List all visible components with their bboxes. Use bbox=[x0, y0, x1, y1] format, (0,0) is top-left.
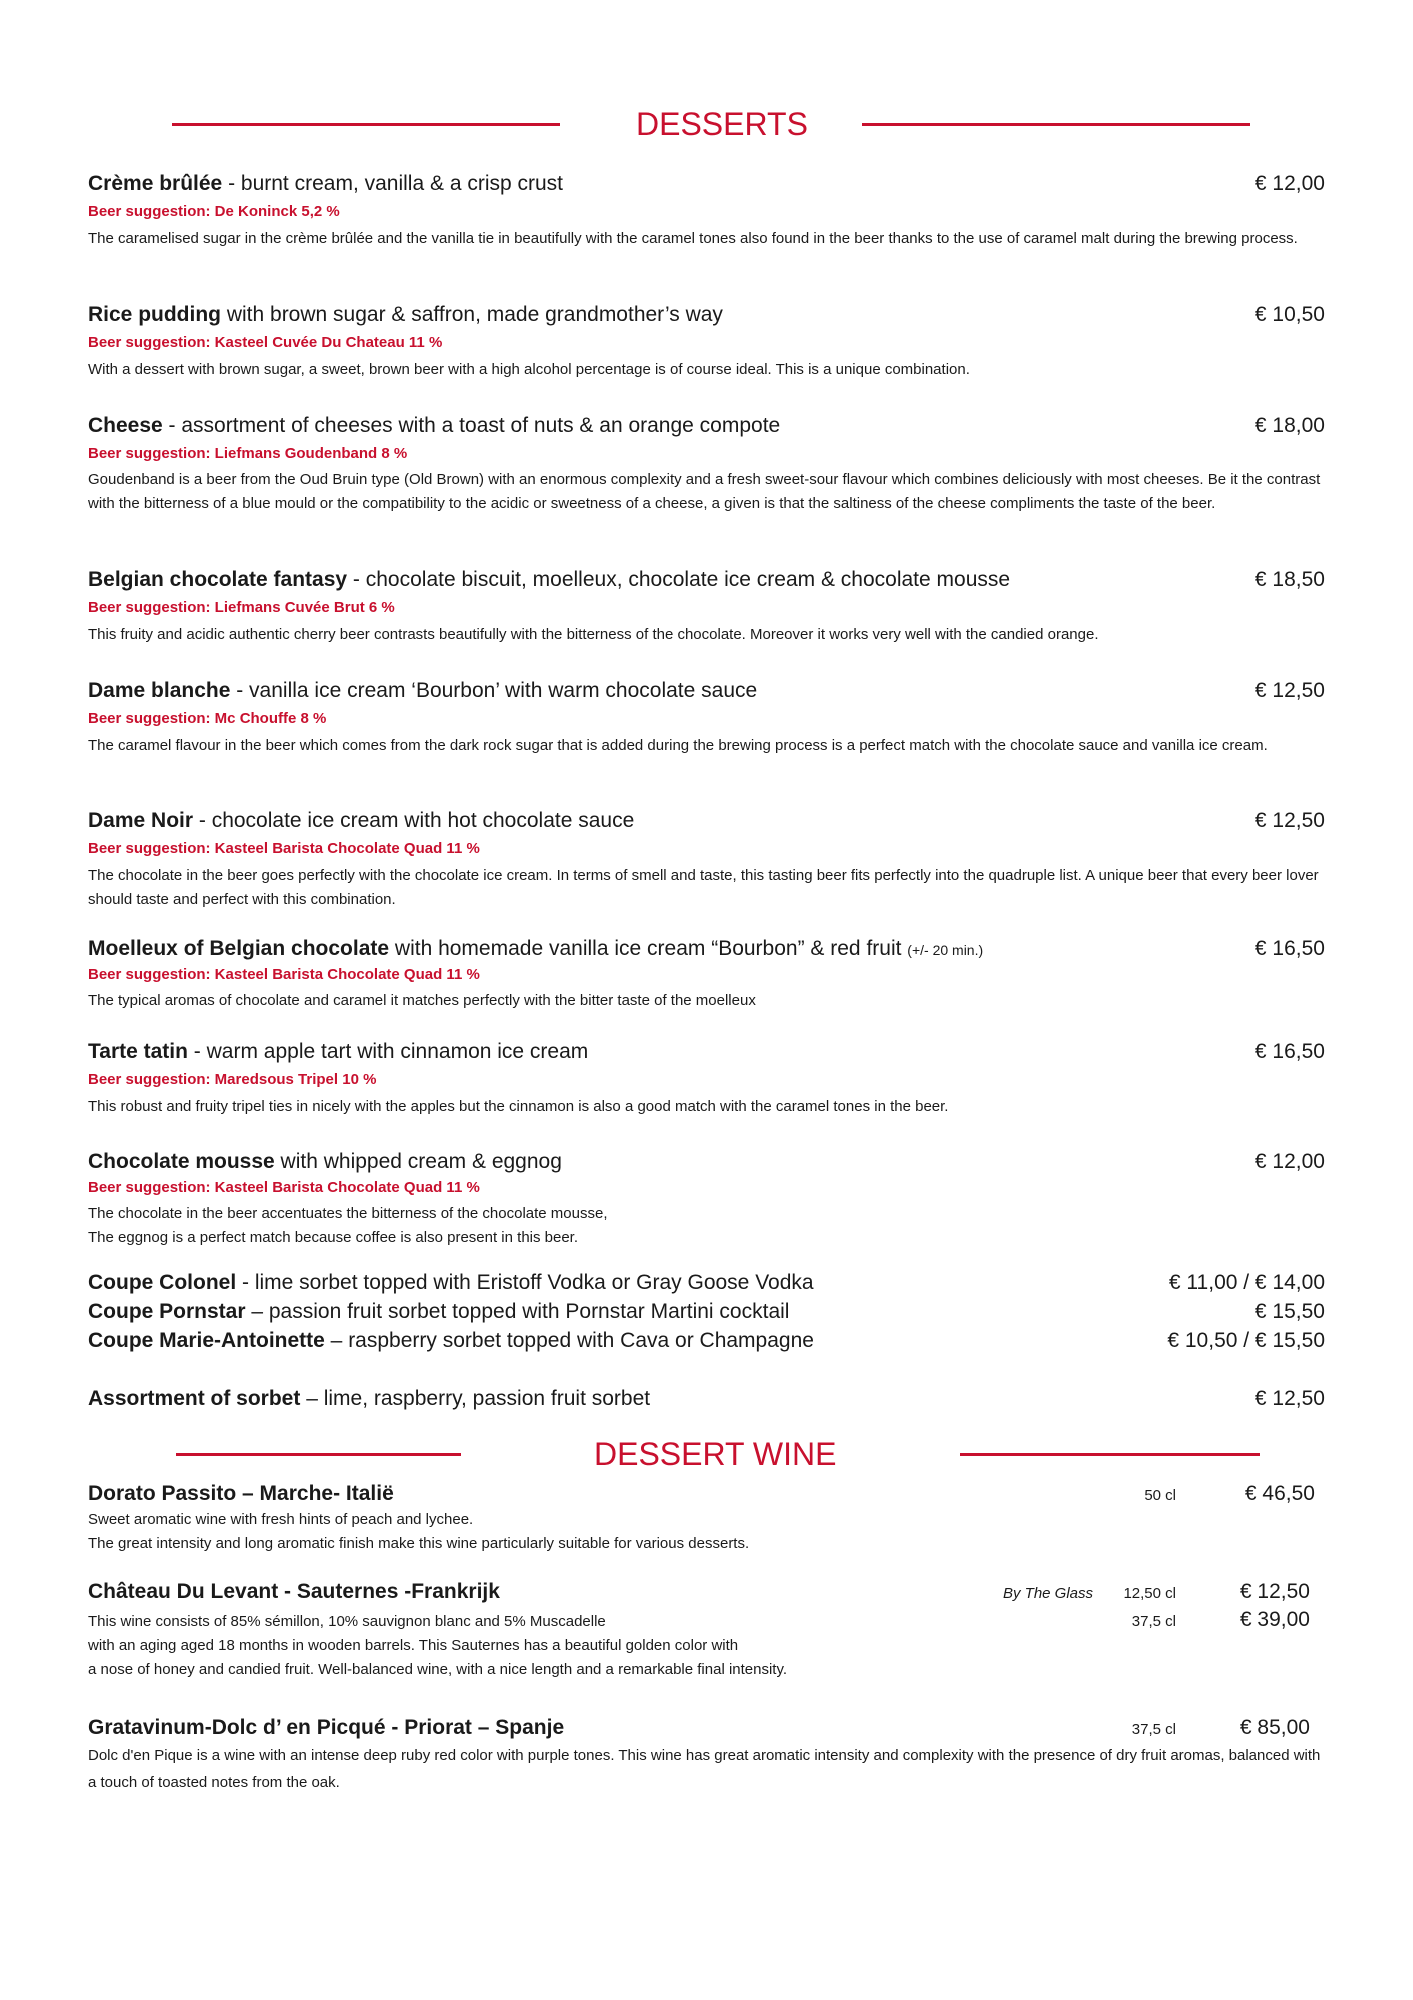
title-rule-right bbox=[960, 1453, 1260, 1456]
menu-item-title bbox=[88, 303, 723, 327]
coupe-item bbox=[88, 1329, 814, 1353]
sorbet-item bbox=[88, 1387, 650, 1411]
wine-volume: 50 cl bbox=[1144, 1487, 1176, 1504]
wine-price: € 12,50 bbox=[1239, 1580, 1310, 1603]
title-rule-right bbox=[862, 123, 1250, 126]
item-name: Tarte tatin bbox=[88, 1040, 188, 1063]
coupe-item bbox=[88, 1300, 789, 1324]
wine-price: € 46,50 bbox=[1244, 1482, 1315, 1505]
item-subtitle: with homemade vanilla ice cream “Bourbon” & red fruit bbox=[389, 937, 902, 960]
item-price: € 12,00 bbox=[1254, 1150, 1325, 1173]
wine-volume: 37,5 cl bbox=[1131, 1721, 1176, 1738]
wine-description: a nose of honey and candied fruit. Well-balanced wine, with a nice length and a remarkable final intensity. bbox=[88, 1661, 788, 1678]
beer-suggestion: Beer suggestion: De Koninck 5,2 % bbox=[88, 203, 340, 220]
wine-name-text: Château Du Levant - Sauternes -Frankrijk bbox=[88, 1580, 500, 1603]
item-subtitle: - chocolate biscuit, moelleux, chocolate ice cream & chocolate mousse bbox=[347, 568, 1011, 591]
menu-item-title bbox=[88, 172, 563, 196]
item-name: Rice pudding bbox=[88, 303, 221, 326]
item-price: € 10,50 / € 15,50 bbox=[1167, 1329, 1325, 1352]
item-description: The eggnog is a perfect match because coffee is also present in this beer. bbox=[88, 1229, 579, 1246]
item-price: € 12,50 bbox=[1254, 1387, 1325, 1410]
item-subtitle: - burnt cream, vanilla & a crisp crust bbox=[222, 172, 564, 195]
menu-item-title bbox=[88, 1150, 562, 1174]
item-subtitle: – lime, raspberry, passion fruit sorbet bbox=[300, 1387, 651, 1410]
wine-description: Dolc d'en Pique is a wine with an intense deep ruby red color with purple tones. This wine has great aromatic intensity and complexity with the presence of dry fruit aromas, balanced with a touch of toasted notes from the oak. bbox=[88, 1747, 1321, 1791]
beer-suggestion: Beer suggestion: Kasteel Barista Chocolate Quad 11 % bbox=[88, 840, 480, 857]
wine-name bbox=[88, 1482, 394, 1506]
beer-suggestion: Beer suggestion: Kasteel Barista Chocolate Quad 11 % bbox=[88, 1179, 480, 1196]
item-price: € 11,00 / € 14,00 bbox=[1168, 1271, 1325, 1294]
item-price: € 12,50 bbox=[1254, 809, 1325, 832]
beer-suggestion: Beer suggestion: Liefmans Cuvée Brut 6 % bbox=[88, 599, 395, 616]
item-note: (+/- 20 min.) bbox=[907, 942, 984, 958]
coupe-item bbox=[88, 1271, 814, 1295]
item-name: Dame Noir bbox=[88, 809, 194, 832]
wine-volume: 37,5 cl bbox=[1131, 1613, 1176, 1630]
wine-price: € 85,00 bbox=[1239, 1716, 1310, 1739]
item-subtitle: – passion fruit sorbet topped with Pornstar Martini cocktail bbox=[245, 1300, 790, 1323]
item-name: Coupe Colonel bbox=[88, 1271, 237, 1294]
item-name: Crème brûlée bbox=[88, 172, 223, 195]
wine-name-text: Dorato Passito – Marche- Italië bbox=[88, 1482, 394, 1505]
item-price: € 10,50 bbox=[1254, 303, 1325, 326]
item-subtitle: – raspberry sorbet topped with Cava or Champagne bbox=[324, 1329, 814, 1352]
item-subtitle: - chocolate ice cream with hot chocolate sauce bbox=[193, 809, 635, 832]
wine-volume: 12,50 cl bbox=[1123, 1585, 1176, 1602]
item-price: € 18,00 bbox=[1254, 414, 1325, 437]
item-subtitle: - warm apple tart with cinnamon ice cream bbox=[187, 1040, 589, 1063]
wine-description: Sweet aromatic wine with fresh hints of peach and lychee. bbox=[88, 1511, 474, 1528]
item-price: € 18,50 bbox=[1254, 568, 1325, 591]
item-name: Moelleux of Belgian chocolate bbox=[88, 937, 390, 960]
item-price: € 15,50 bbox=[1254, 1300, 1325, 1323]
wine-name bbox=[88, 1716, 564, 1740]
item-price: € 16,50 bbox=[1254, 1040, 1325, 1063]
item-subtitle: - vanilla ice cream ‘Bourbon’ with warm chocolate sauce bbox=[230, 679, 758, 702]
item-description: This fruity and acidic authentic cherry beer contrasts beautifully with the bitterness of the chocolate. Moreover it works very well with the candied orange. bbox=[88, 626, 1099, 643]
item-price: € 16,50 bbox=[1254, 937, 1325, 960]
item-description: The caramel flavour in the beer which comes from the dark rock sugar that is added during the brewing process is a perfect match with the chocolate sauce and vanilla ice cream. bbox=[88, 737, 1268, 754]
menu-item-title bbox=[88, 679, 757, 703]
item-description: With a dessert with brown sugar, a sweet, brown beer with a high alcohol percentage is of course ideal. This is a unique combination. bbox=[88, 361, 970, 378]
item-subtitle: - lime sorbet topped with Eristoff Vodka or Gray Goose Vodka bbox=[236, 1271, 814, 1294]
item-name: Coupe Pornstar bbox=[88, 1300, 246, 1323]
menu-item-title bbox=[88, 1040, 588, 1064]
desserts-title: DESSERTS bbox=[636, 106, 808, 142]
item-name: Chocolate mousse bbox=[88, 1150, 275, 1173]
item-subtitle: with brown sugar & saffron, made grandmother’s way bbox=[221, 303, 723, 326]
item-name: Belgian chocolate fantasy bbox=[88, 568, 348, 591]
beer-suggestion: Beer suggestion: Mc Chouffe 8 % bbox=[88, 710, 327, 727]
item-name: Dame blanche bbox=[88, 679, 231, 702]
menu-item-title bbox=[88, 414, 780, 438]
wine-name bbox=[88, 1580, 500, 1604]
item-name: Assortment of sorbet bbox=[88, 1387, 301, 1410]
item-description: Goudenband is a beer from the Oud Bruin type (Old Brown) with an enormous complexity and a fresh sweet-sour flavour which combines deliciously with most cheeses. Be it the contrast with the bitterness of a blue mould or the compatibility to the acidic or sweetness of a cheese, a given is that the saltiness of the cheese compliments the taste of the beer. bbox=[88, 471, 1321, 512]
beer-suggestion: Beer suggestion: Kasteel Cuvée Du Chateau 11 % bbox=[88, 334, 443, 351]
item-name: Coupe Marie-Antoinette bbox=[88, 1329, 325, 1352]
beer-suggestion: Beer suggestion: Maredsous Tripel 10 % bbox=[88, 1071, 377, 1088]
menu-item-title bbox=[88, 809, 634, 833]
item-subtitle: with whipped cream & eggnog bbox=[274, 1150, 562, 1173]
item-subtitle: - assortment of cheeses with a toast of nuts & an orange compote bbox=[162, 414, 781, 437]
item-description: This robust and fruity tripel ties in nicely with the apples but the cinnamon is also a good match with the caramel tones in the beer. bbox=[88, 1098, 949, 1115]
item-price: € 12,00 bbox=[1254, 172, 1325, 195]
item-description: The chocolate in the beer goes perfectly with the chocolate ice cream. In terms of smell and taste, this tasting beer fits perfectly into the quadruple list. A unique beer that every beer lover should taste and perfect with this combination. bbox=[88, 867, 1319, 908]
by-the-glass-label: By The Glass bbox=[1003, 1585, 1094, 1602]
item-description: The typical aromas of chocolate and caramel it matches perfectly with the bitter taste of the moelleux bbox=[88, 992, 756, 1009]
item-description: The caramelised sugar in the crème brûlée and the vanilla tie in beautifully with the caramel tones also found in the beer thanks to the use of caramel malt during the brewing process. bbox=[88, 230, 1298, 247]
beer-suggestion: Beer suggestion: Kasteel Barista Chocolate Quad 11 % bbox=[88, 966, 480, 983]
wine-description: This wine consists of 85% sémillon, 10% sauvignon blanc and 5% Muscadelle bbox=[88, 1613, 606, 1630]
title-rule-left bbox=[176, 1453, 461, 1456]
beer-suggestion: Beer suggestion: Liefmans Goudenband 8 % bbox=[88, 445, 408, 462]
wine-price: € 39,00 bbox=[1239, 1608, 1310, 1631]
dessert-wine-title: DESSERT WINE bbox=[594, 1436, 837, 1472]
wine-description: The great intensity and long aromatic finish make this wine particularly suitable for various desserts. bbox=[88, 1535, 750, 1552]
item-description: The chocolate in the beer accentuates the bitterness of the chocolate mousse, bbox=[88, 1205, 608, 1222]
menu-item-title bbox=[88, 568, 1010, 592]
title-rule-left bbox=[172, 123, 560, 126]
menu-item-title bbox=[88, 937, 983, 961]
wine-description: with an aging aged 18 months in wooden barrels. This Sauternes has a beautiful golden color with bbox=[88, 1637, 739, 1654]
item-price: € 12,50 bbox=[1254, 679, 1325, 702]
wine-name-text: Gratavinum-Dolc d’ en Picqué - Priorat – Spanje bbox=[88, 1716, 565, 1739]
item-name: Cheese bbox=[88, 414, 163, 437]
